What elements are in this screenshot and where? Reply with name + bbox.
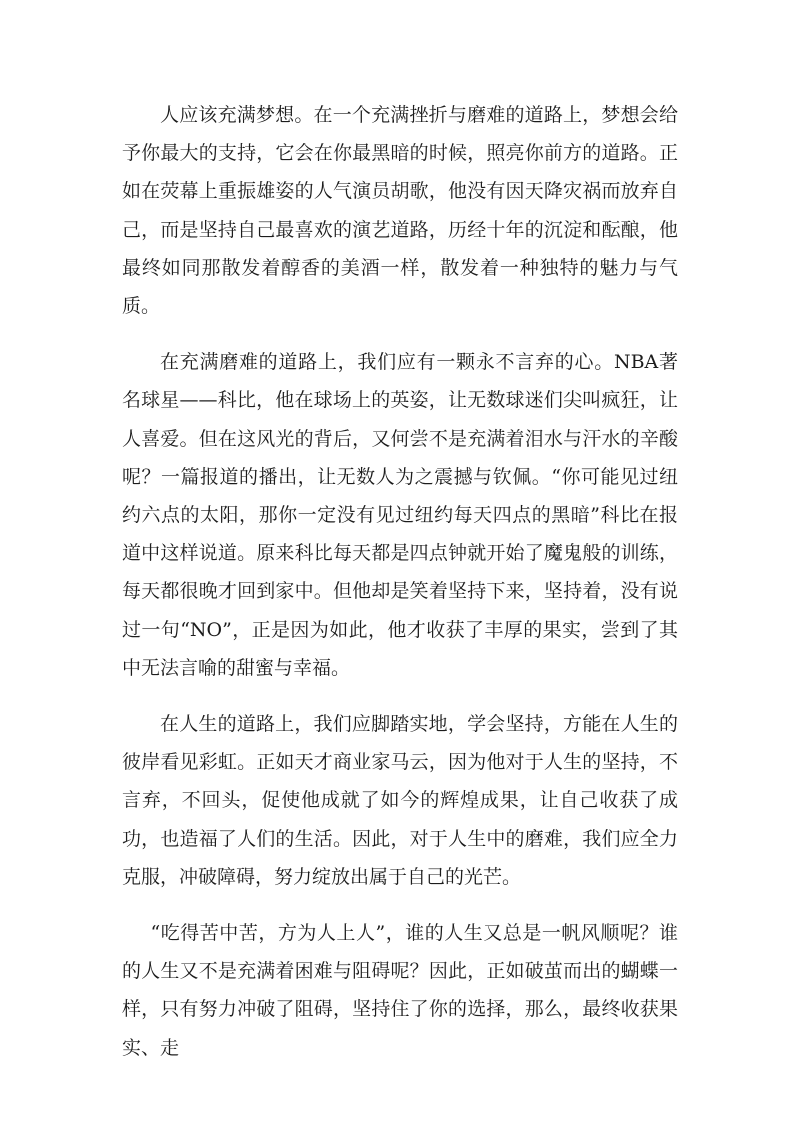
paragraph-conclusion: “吃得苦中苦，方为人上人”，谁的人生又总是一帆风顺呢？谁的人生又不是充满着困难与阻碍呢？因此，正如破茧而出的蝴蝶一样，只有努力冲破了阻碍，坚持住了你的选择，那么，最终收获果实、走 xyxy=(122,922,678,1059)
document-body xyxy=(122,96,678,1085)
paragraph-dream: 人应该充满梦想。在一个充满挫折与磨难的道路上，梦想会给予你最大的支持，它会在你最黑暗的时候，照亮你前方的道路。正如在荧幕上重振雄姿的人气演员胡歌，他没有因天降灾祸而放弃自己，而是坚持自己最喜欢的演艺道路，历经十年的沉淀和酝酿，他最终如同那散发着醇香的美酒一样，散发着一种独特的魅力与气质。 xyxy=(122,104,678,318)
paragraph-jack-ma: 在人生的道路上，我们应脚踏实地，学会坚持，方能在人生的彼岸看见彩虹。正如天才商业家马云，因为他对于人生的坚持，不言弃，不回头，促使他成就了如今的辉煌成果，让自己收获了成功，也造福了人们的生活。因此，对于人生中的磨难，我们应全力克服，冲破障碍，努力绽放出属于自己的光芒。 xyxy=(122,713,678,888)
paragraph-kobe: 在充满磨难的道路上，我们应有一颗永不言弃的心。NBA著名球星——科比，他在球场上的英姿，让无数球迷们尖叫疯狂，让人喜爱。但在这风光的背后，又何尝不是充满着泪水与汗水的辛酸呢？一篇报道的播出，让无数人为之震撼与钦佩。“你可能见过纽约六点的太阳，那你一定没有见过纽约每天四点的黑暗”科比在报道中这样说道。原来科比每天都是四点钟就开始了魔鬼般的训练，每天都很晚才回到家中。但他却是笑着坚持下来，坚持着，没有说过一句“NO”，正是因为如此，他才收获了丰厚的果实，尝到了其中无法言喻的甜蜜与幸福。 xyxy=(122,351,678,679)
